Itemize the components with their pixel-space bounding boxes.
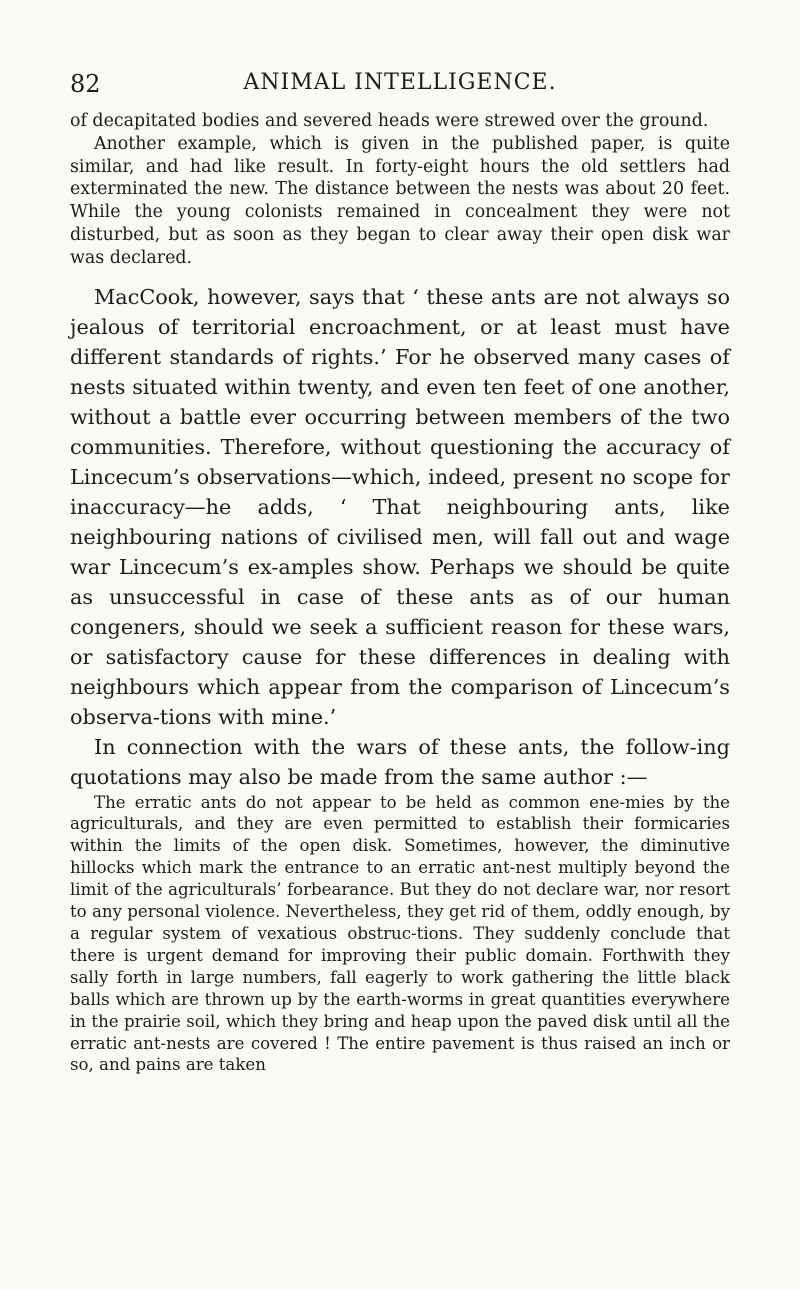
page-header bbox=[70, 70, 730, 100]
paragraph-3: MacCook, however, says that ‘ these ants are not always so jealous of territorial encroachment, or at least must have different standards of rights.’ For he observed many cases of nests situated within twenty, and even ten feet of one another, without a battle ever occurring between members of the two communities. Therefore, without questioning the accuracy of Lincecum’s observations—which, indeed, present no scope for inaccuracy—he adds, ‘ That neighbouring ants, like neighbouring nations of civilised men, will fall out and wage war Lincecum’s ex-amples show. Perhaps we should be quite as unsuccessful in case of these ants as of our human congeners, should we seek a sufficient reason for these wars, or satisfactory cause for these differences in dealing with neighbours which appear from the comparison of Lincecum’s observa-tions with mine.’ bbox=[70, 284, 730, 729]
paragraph-2: Another example, which is given in the published paper, is quite similar, and had like result. In forty-eight hours the old settlers had exterminated the new. The distance between the nests was about 20 feet. While the young colonists remained in concealment they were not disturbed, but as soon as they began to clear away their open disk war was declared. bbox=[70, 133, 730, 268]
paragraph-1: of decapitated bodies and severed heads were strewed over the ground. bbox=[70, 111, 709, 131]
paragraph-4: In connection with the wars of these ants, the follow-ing quotations may also be made from the same author :— bbox=[70, 734, 730, 789]
running-head: ANIMAL INTELLIGENCE. bbox=[243, 70, 557, 95]
block-quote: The erratic ants do not appear to be held as common ene-mies by the agriculturals, and they are even permitted to establish their formicaries within the limits of the open disk. Sometimes, however, the diminutive hillocks which mark the entrance to an erratic ant-nest multiply beyond the limit of the agriculturals’ forbearance. But they do not declare war, nor resort to any personal violence. Nevertheless, they get rid of them, oddly enough, by a regular system of vexatious obstruc-tions. They suddenly conclude that there is urgent demand for improving their public domain. Forthwith they sally forth in large numbers, fall eagerly to work gathering the little black balls which are thrown up by the earth-worms in great quantities everywhere in the prairie soil, which they bring and heap upon the paved disk until all the erratic ant-nests are covered ! The entire pavement is thus raised an inch or so, and pains are taken bbox=[70, 792, 730, 1075]
page-number: 82 bbox=[70, 70, 101, 98]
page-body bbox=[70, 110, 730, 1076]
